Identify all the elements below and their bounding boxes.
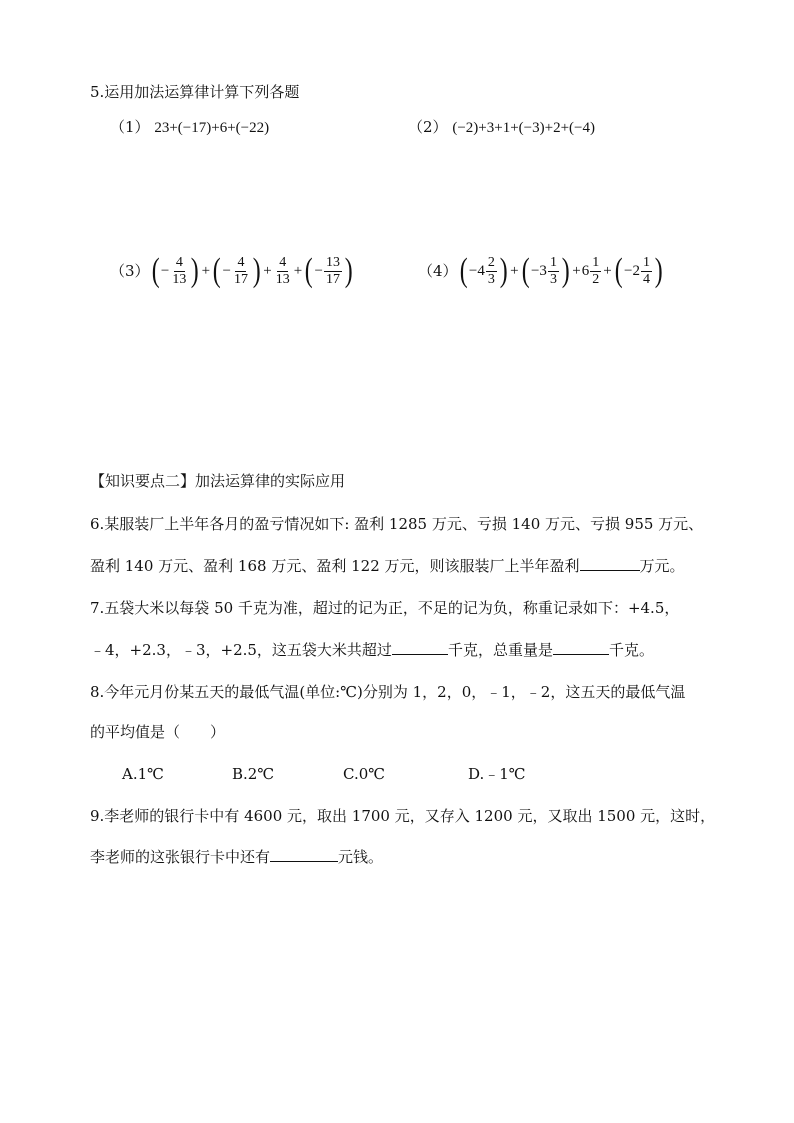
q5-part3-label: （3）	[110, 262, 150, 280]
mixed-number: −2 $\frac{1}{4}$	[624, 254, 650, 287]
q9-text-a: 李老师的这张银行卡中还有	[90, 848, 271, 866]
q5-part3-expression: ( − $\frac{4}{13}$ ) + ( − $\frac{4}{17}$ ) + $\frac{4}{13}$ + ( − $\frac{13}{17}$ )	[151, 252, 353, 289]
q7-text-a: ﹣4，+2.3，﹣3，+2.5，这五袋大米共超过	[90, 641, 392, 659]
answer-blank[interactable]	[392, 640, 448, 655]
answer-blank[interactable]	[553, 640, 609, 655]
q6-text-a: 盈利 140 万元、盈利 168 万元、盈利 122 万元，则该服装厂上半年盈利	[90, 557, 580, 575]
q5-part4-label: （4）	[418, 262, 458, 280]
q9-line2	[90, 847, 383, 867]
q8-option-b[interactable]: B.2℃	[232, 765, 275, 783]
q8-line1: 8.今年元月份某五天的最低气温(单位:℃)分别为 1，2，0，﹣1，﹣2，这五天的最低气温	[90, 683, 686, 701]
q7-text-c: 千克。	[608, 641, 654, 659]
q8-option-c[interactable]: C.0℃	[343, 765, 386, 783]
answer-blank[interactable]	[270, 847, 338, 862]
q5-part2	[408, 117, 595, 138]
fraction: $\frac{13}{17}$	[326, 254, 340, 287]
q9-line1: 9.李老师的银行卡中有 4600 元，取出 1700 元，又存入 1200 元，又取出 1500 元，这时，	[90, 807, 716, 825]
mixed-number: 6 $\frac{1}{2}$	[581, 254, 600, 287]
q5-part2-label: （2）	[408, 118, 448, 136]
q8-option-a[interactable]: A.1℃	[122, 765, 164, 783]
fraction: $\frac{4}{13}$	[172, 254, 187, 287]
q6-line1: 6.某服装厂上半年各月的盈亏情况如下: 盈利 1285 万元、亏损 140 万元、亏损 955 万元、	[90, 515, 704, 533]
fraction: $\frac{4}{13}$	[275, 254, 290, 287]
q5-title: 5.运用加法运算律计算下列各题	[90, 83, 300, 101]
q7-line1: 7.五袋大米以每袋 50 千克为准，超过的记为正，不足的记为负，称重记录如下：+4.5，	[90, 599, 680, 617]
answer-blank[interactable]	[580, 556, 640, 571]
mixed-number: −4 $\frac{2}{3}$	[468, 254, 495, 287]
q5-part4	[418, 254, 664, 288]
q5-part3	[110, 254, 354, 288]
q5-part1-label: （1）	[110, 118, 150, 136]
q6-line2	[90, 556, 685, 576]
q5-part1-expression: 23+(−17)+6+(−22)	[154, 120, 270, 136]
q8-line2: 的平均值是（ ）	[90, 723, 226, 741]
mixed-number: −3 $\frac{1}{3}$	[530, 254, 557, 287]
q9-text-b: 元钱。	[338, 848, 384, 866]
section-heading: 【知识要点二】加法运算律的实际应用	[90, 472, 346, 490]
q5-part2-expression: (−2)+3+1+(−3)+2+(−4)	[452, 120, 595, 136]
q5-part1	[110, 117, 269, 138]
q5-part4-expression: ( −4 $\frac{2}{3}$ ) + ( −3 $\frac{1}{3}$ ) + 6 $\frac{1}{2}$ + ( −2 $\frac{1}{4}$ )	[459, 252, 663, 289]
q6-text-b: 万元。	[639, 557, 685, 575]
q7-text-b: 千克，总重量是	[447, 641, 553, 659]
q7-line2	[90, 640, 654, 660]
q8-option-d[interactable]: D.﹣1℃	[468, 765, 526, 783]
fraction: $\frac{4}{17}$	[233, 254, 248, 287]
